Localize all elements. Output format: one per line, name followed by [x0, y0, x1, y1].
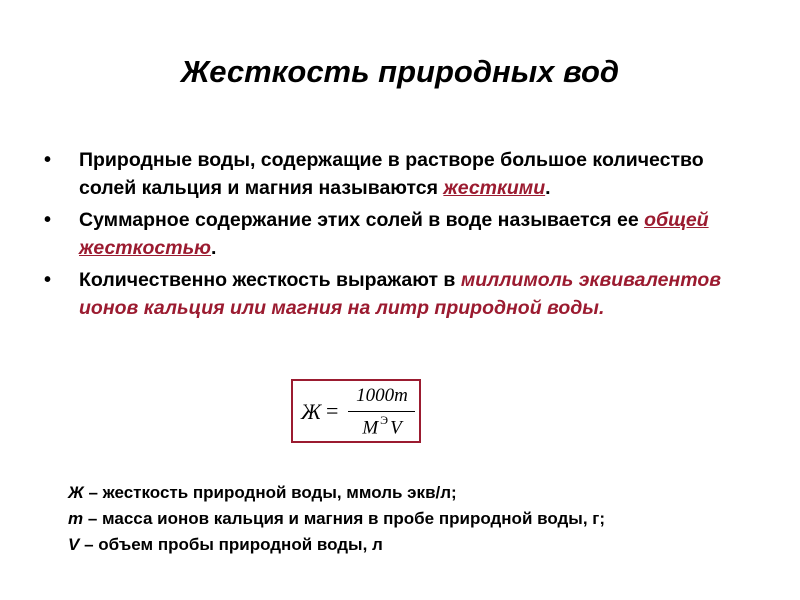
- bullet-dot-icon: •: [44, 209, 52, 231]
- legend-symbol: V: [68, 535, 80, 554]
- formula-equals: =: [326, 398, 339, 423]
- formula-fraction-bar: [348, 411, 415, 412]
- formula-legend: [68, 480, 768, 558]
- bullet-item-hard-water: [0, 146, 800, 202]
- formula-lhs: Ж: [301, 399, 322, 424]
- legend-text: – жесткость природной воды, ммоль экв/л;: [83, 483, 457, 502]
- legend-line-hardness: [68, 480, 768, 506]
- legend-symbol: m: [68, 509, 84, 528]
- bullet-text: Количественно жесткость выражают в: [79, 269, 461, 291]
- accent-term: миллимоль эквивалентов ионов кальция или магния на литр природной воды.: [79, 269, 722, 319]
- legend-text: – объем пробы природной воды, л: [79, 535, 383, 554]
- legend-symbol: Ж: [68, 483, 84, 502]
- bullet-dot-icon: •: [44, 269, 52, 291]
- page-title: Жесткость природных вод: [180, 54, 620, 89]
- accent-term: общей жесткостью: [79, 209, 709, 259]
- bullet-item-units: [0, 266, 800, 322]
- bullet-list: [0, 146, 800, 326]
- accent-term: жесткими: [443, 177, 546, 199]
- bullet-tail: .: [211, 237, 217, 259]
- legend-text: – масса ионов кальция и магния в пробе природной воды, г;: [83, 509, 606, 528]
- formula-numerator: 1000m: [356, 385, 408, 406]
- bullet-dot-icon: •: [44, 149, 52, 171]
- formula-den-m: M: [362, 417, 379, 439]
- legend-line-volume: [68, 532, 768, 558]
- bullet-tail: .: [545, 177, 551, 199]
- formula-denominator: [347, 415, 417, 439]
- formula-den-v: V: [390, 417, 402, 439]
- bullet-item-total-hardness: [0, 206, 800, 262]
- formula-den-sup: Э: [380, 413, 389, 427]
- legend-line-mass: [68, 506, 768, 532]
- formula-box: [291, 379, 421, 443]
- bullet-text: Природные воды, содержащие в растворе большое количество солей кальция и магния называются: [79, 149, 704, 199]
- bullet-text: Суммарное содержание этих солей в воде называется ее: [79, 209, 645, 231]
